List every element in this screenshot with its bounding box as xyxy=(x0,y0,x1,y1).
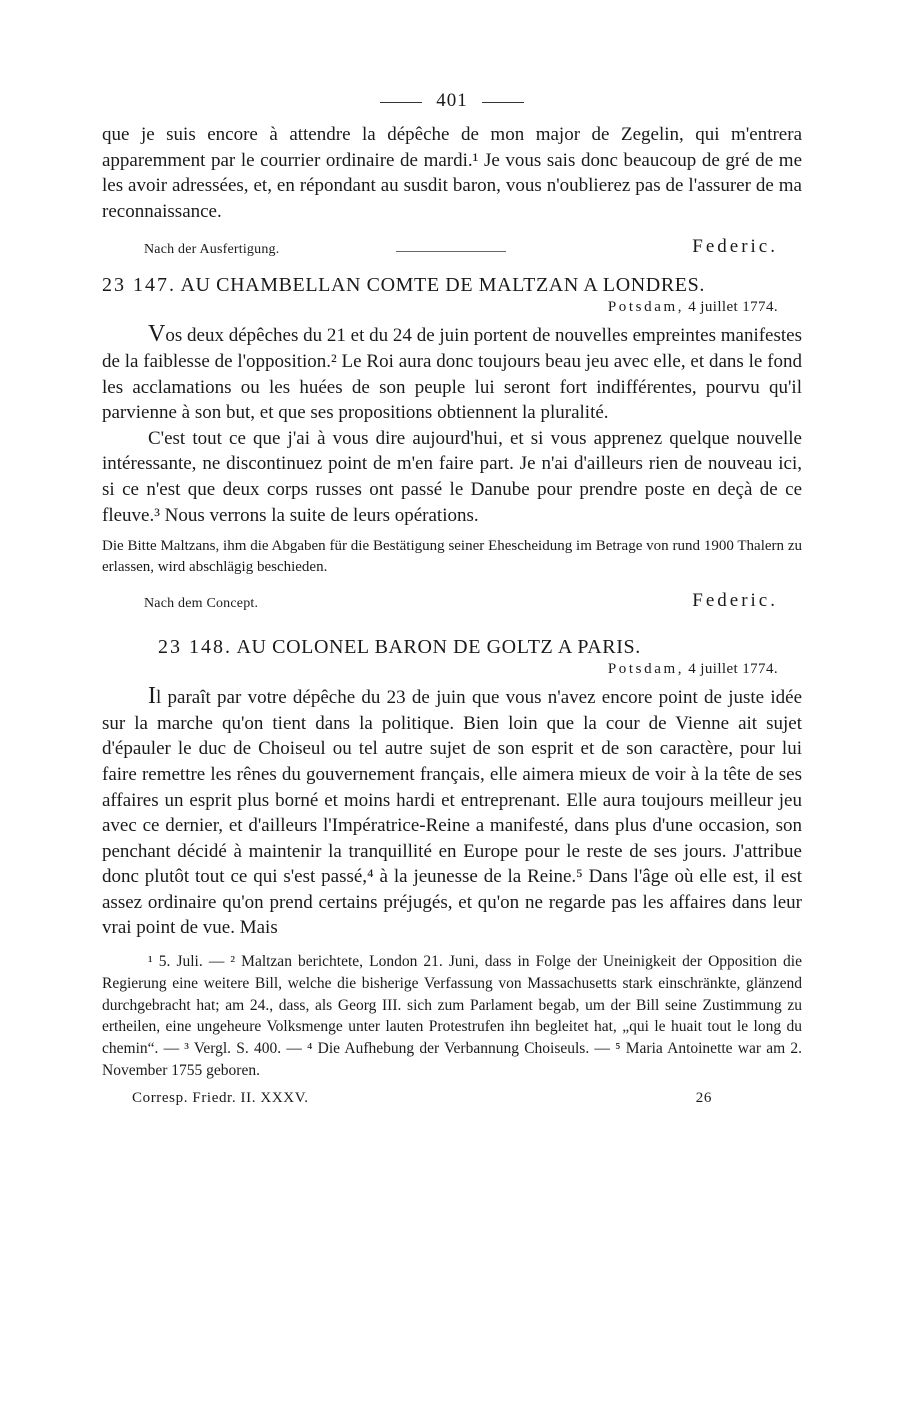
letter-title: AU CHAMBELLAN COMTE DE MALTZAN A LONDRES. xyxy=(180,274,705,297)
sheet-number: 26 xyxy=(695,1089,712,1106)
letter-23148 xyxy=(102,636,802,941)
letter-number: 23 148. xyxy=(158,636,232,659)
letter-23147 xyxy=(102,274,802,612)
letter-date: 4 juillet 1774. xyxy=(688,661,778,678)
letter-place: Potsdam, xyxy=(607,661,685,678)
editorial-extract: Die Bitte Maltzans, ihm die Abgaben für die Bestätigung seiner Ehescheidung im Betrage von rund 1900 Thalern zu erlassen, wird abschlägig beschieden. xyxy=(102,538,802,576)
letter-place: Potsdam, xyxy=(607,299,685,316)
paragraph-text: l paraît par votre dépêche du 23 de juin que vous n'avez encore point de juste idée sur la marche qu'on tient dans la politique. Bien loin que la cour de Vienne ait sujet d'épauler le duc de Choiseul ou tel autre sujet de son esprit et de son caractère, pour lui faire remettre les rênes du gouvernement français, elle aimera mieux de voir à la tête de ses affaires un esprit plus borné et moins hardi et entreprenant. Elle aura toujours meilleur jeu avec ce dernier, et d'ailleurs l'Impératrice-Reine a manifesté, dans plus d'une occasion, son penchant décidé à maintenir la tranquillité en Europe pour le reste de ses jours. J'attribue donc plutôt tout ce qui s'est passé,⁴ à la jeunesse de la Reine.⁵ Dans l'âge où elle est, il est assez ordinaire qu'on prend certains préjugés, et qu'on ne regarde pas les affaires dans leur vrai point de vue. Mais xyxy=(102,687,802,939)
letter-paragraph xyxy=(102,684,802,941)
paragraph-text: os deux dépêches du 21 et du 24 de juin portent de nouvelles empreintes manifestes de la faiblesse de l'opposition.² Le Roi aura donc toujours beau jeu avec elle, et dans le fond les acclamations ou les huées de son peuple lui seront fort indifférentes, pourvu qu'il parvienne à son but, et que ses propositions obtiennent la pluralité. xyxy=(102,325,802,424)
letter-heading xyxy=(102,274,802,297)
initial-letter: V xyxy=(148,321,166,348)
letter-source-note: Nach dem Concept. xyxy=(144,596,259,612)
letter-signature: Federic. xyxy=(692,590,778,612)
initial-letter: I xyxy=(148,683,156,710)
letter-heading xyxy=(102,636,802,659)
letter-number: 23 147. xyxy=(102,274,176,297)
letter-dateline xyxy=(102,661,802,678)
letter-title: AU COLONEL BARON DE GOLTZ A PARIS. xyxy=(236,636,641,659)
header-rule-right xyxy=(482,102,524,103)
intro-paragraph: que je suis encore à attendre la dépêche de mon major de Zegelin, qui m'entrera apparemment par le courrier ordinaire de mardi.¹ Je vous sais donc beaucoup de gré de me les avoir adressées, et, en répondant au susdit baron, vous n'oublierez pas de l'assurer de ma reconnaissance. xyxy=(102,124,802,222)
intro-source-note: Nach der Ausfertigung. xyxy=(144,242,280,258)
footnotes: ¹ 5. Juli. — ² Maltzan berichtete, London 21. Juni, dass in Folge der Uneinigkeit der Opposition die Regierung eine weitere Bill, welche die bisherige Verfassung von Massachusetts stark einschränkte, glänzend durchgebracht hat; am 24., dass, als Georg III. sich zum Parlament begab, um der Bill seine Zustimmung zu ertheilen, eine ungeheure Volksmenge unter lauten Protestrufen ihn begleitet hat, „qui le huait tout le long du chemin“. — ³ Vergl. S. 400. — ⁴ Die Aufhebung der Verbannung Choiseuls. — ⁵ Maria Antoinette war am 2. November 1755 geboren. xyxy=(102,953,802,1080)
letter-date: 4 juillet 1774. xyxy=(688,299,778,316)
letter-paragraph: C'est tout ce que j'ai à vous dire aujourd'hui, et si vous apprenez quelque nouvelle intéressante, ne discontinuez point de m'en faire part. Je n'ai d'ailleurs rien de nouveau ici, si ce n'est que deux corps russes ont passé le Danube pour prendre poste en deçà de ce fleuve.³ Nous verrons la suite de leurs opérations. xyxy=(102,427,802,526)
letter-paragraph xyxy=(102,322,802,425)
page-number: 401 xyxy=(436,90,468,111)
running-header xyxy=(102,82,802,122)
letter-note-row xyxy=(102,582,802,612)
header-rule-left xyxy=(380,102,422,103)
separator-rule xyxy=(396,251,506,252)
letter-dateline xyxy=(102,299,802,316)
page xyxy=(102,82,802,1107)
page-footer xyxy=(102,1090,802,1107)
signature-mark: Corresp. Friedr. II. XXXV. xyxy=(132,1089,309,1106)
intro-note-row xyxy=(102,228,802,258)
intro-signature: Federic. xyxy=(692,236,778,258)
